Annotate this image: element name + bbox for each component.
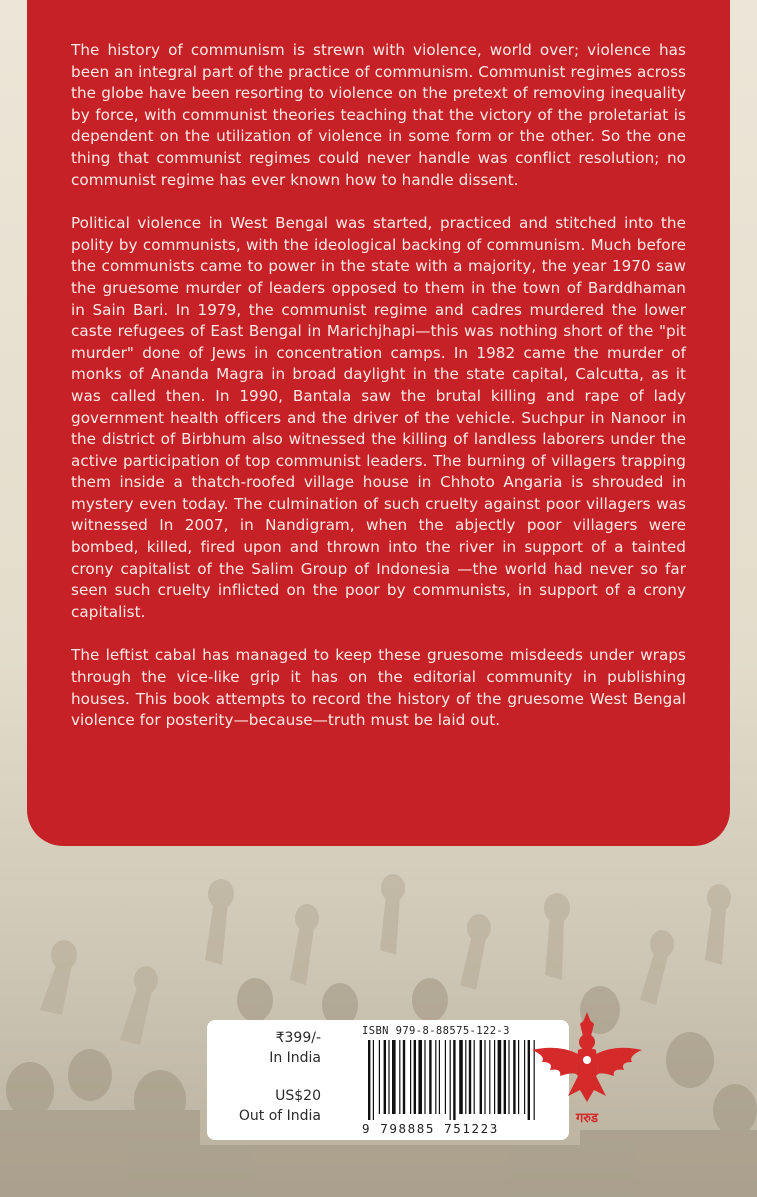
- barcode-bar: [450, 1040, 451, 1120]
- barcode-bar: [469, 1040, 471, 1114]
- barcode-bar: [373, 1040, 374, 1120]
- barcode-bar: [484, 1040, 485, 1114]
- barcode-bar: [435, 1040, 436, 1114]
- blurb-paragraph-2: Political violence in West Bengal was started, practiced and stitched into the polity by communists, with the ideological backing of communism. Much before the communists came to power in the state with a majority, the year 1970 saw the gruesome murder of leaders opposed to them in the town of Barddhaman in Sain Bari. In 1979, the communist regime and cadres murdered the lower caste refugees of East Bengal in Marichjhapi—this was nothing short of the "pit murder" done of Jews in concentration camps. In 1982 came the murder of monks of Ananda Magra in broad daylight in the state capital, Calcutta, as it was called then. In 1990, Bantala saw the brutal killing and rape of lady government health officers and the driver of the vehicle. Suchpur in Nanoor in the district of Birbhum also witnessed the killing of landless laborers under the active participation of top communist leaders. The burning of villagers trapping them inside a thatch-roofed village house in Chhoto Angaria is shrouded in mystery even today. The culmination of such cruelty against poor villagers was witnessed In 2007, in Nandigram, when the abjectly poor villagers were bombed, killed, fired upon and thrown into the river in support of a tainted crony capitalist of the Salim Group of Indonesia —the world had never so far seen such cruelty inflicted on the poor by communists, in support of a crony capitalist.: [71, 214, 686, 621]
- barcode-bar: [388, 1040, 389, 1114]
- barcode-bar: [429, 1040, 431, 1114]
- price-barcode-box: [207, 1020, 569, 1140]
- barcode-bar: [474, 1040, 475, 1114]
- barcode-bar: [480, 1040, 482, 1114]
- logo-text: गरुड: [575, 1111, 599, 1126]
- barcode-bar: [414, 1040, 416, 1114]
- barcode-bar: [513, 1040, 515, 1114]
- barcode-bar: [410, 1040, 411, 1114]
- barcode-bar: [459, 1040, 463, 1114]
- intl-label: Out of India: [238, 1108, 321, 1124]
- publisher-logo: [528, 1010, 646, 1130]
- garuda-eagle-icon: [528, 1010, 646, 1110]
- barcode-bar: [403, 1040, 405, 1114]
- barcode-bar: [399, 1040, 400, 1114]
- blurb-panel: [27, 0, 730, 846]
- barcode-bar: [453, 1040, 455, 1120]
- barcode-bar: [368, 1040, 370, 1120]
- barcode-bar: [504, 1040, 506, 1114]
- price-column: [221, 1028, 321, 1126]
- india-label: In India: [269, 1050, 321, 1066]
- barcode-bar: [498, 1040, 502, 1114]
- barcode-digits: 9 798885 751223: [362, 1121, 499, 1136]
- india-price: ₹399/-: [275, 1030, 321, 1046]
- barcode-bar: [445, 1040, 446, 1114]
- barcode-bar: [384, 1040, 386, 1114]
- barcode-bar: [424, 1040, 425, 1114]
- blurb-paragraph-3: The leftist cabal has managed to keep these gruesome misdeeds under wraps through the vice-like grip it has on the editorial community in publishing houses. This book attempts to record the history of the gruesome West Bengal violence for posterity—because—truth must be laid out.: [71, 646, 686, 730]
- barcode-bar: [489, 1040, 490, 1114]
- blurb-paragraph-1: The history of communism is strewn with violence, world over; violence has been an integral part of the practice of communism. Communist regimes across the globe have been resorting to violence on the pretext of removing inequality by force, with communist theories teaching that the victory of the proletariat is dependent on the utilization of violence in some form or the other. So the one thing that communist regimes could never handle was conflict resolution; no communist regime has ever known how to handle dissent.: [71, 41, 686, 189]
- barcode-bar: [465, 1040, 466, 1114]
- barcode-bar: [508, 1040, 509, 1114]
- barcode-bar: [439, 1040, 440, 1114]
- barcode-bar: [379, 1040, 380, 1114]
- barcode-bar: [392, 1040, 396, 1114]
- barcode-bar: [524, 1040, 525, 1114]
- intl-price: US$20: [275, 1088, 321, 1104]
- barcode-bar: [494, 1040, 495, 1114]
- barcode-bar: [418, 1040, 422, 1114]
- barcode-bar: [518, 1040, 519, 1114]
- isbn-label: ISBN 979-8-88575-122-3: [362, 1025, 510, 1037]
